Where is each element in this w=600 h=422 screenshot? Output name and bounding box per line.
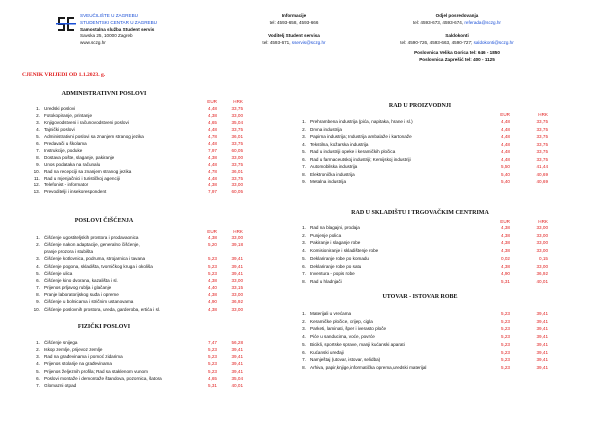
eur-price: 4,38: [208, 306, 217, 312]
row-number: 4.: [302, 334, 306, 340]
hrk-price: 60,05: [231, 147, 243, 153]
eur-price: 7,97: [208, 189, 217, 195]
eur-price: 4,38: [501, 263, 510, 269]
row-number: 2.: [36, 112, 40, 118]
job-description: Čišćenje nakon adaptacije, generalno čišćenje,: [44, 242, 140, 248]
job-description: Čišćenje kotlovnica, podruma, strojarnica i tavana: [44, 256, 146, 262]
hrk-price: 0,15: [539, 255, 548, 261]
job-description: Čišćenje u bolnicama i stričnim ustanovama: [44, 299, 134, 305]
odjel-phone: tel: 4593-673, 4593-674,: [413, 19, 465, 25]
eur-price: 4,38: [501, 248, 510, 254]
hrk-price: 33,75: [536, 119, 548, 124]
hrk-price: 33,00: [231, 182, 243, 188]
hrk-price: 39,41: [231, 347, 243, 353]
hrk-price: 33,75: [231, 106, 243, 111]
section-title: UTOVAR - ISTOVAR ROBE: [382, 294, 458, 300]
row-number: 1.: [36, 340, 40, 345]
hrk-price: 39,41: [536, 341, 548, 347]
hrk-price: 33,75: [536, 141, 548, 147]
eur-column-header: EUR: [500, 219, 510, 224]
row-number: 6.: [302, 349, 306, 355]
hrk-price: 33,00: [231, 292, 243, 298]
odjel-title: Odjel posredovanja: [435, 13, 479, 18]
hrk-price: 41,44: [536, 164, 548, 170]
job-description: Rad u industriji opeke i keramičkih pločica: [310, 149, 396, 155]
row-number: 2.: [302, 318, 306, 324]
row-number: 7.: [36, 382, 40, 388]
job-description: Rad u mjenjačnici i turističkoj agenciji: [44, 175, 120, 181]
eur-price: 5,23: [208, 270, 217, 276]
hrk-price: 33,00: [231, 112, 243, 118]
row-number: 4.: [36, 126, 40, 132]
row-number: 3.: [302, 240, 306, 246]
eur-column-header: EUR: [207, 99, 217, 104]
hrk-price: 40,01: [231, 382, 243, 388]
hrk-price: 33,75: [231, 175, 243, 181]
hrk-price: 35,04: [231, 119, 243, 125]
row-number: 4.: [36, 361, 40, 367]
hrk-price: 36,01: [231, 133, 243, 139]
eur-price: 5,23: [208, 347, 217, 353]
job-description: Prijenos željeznih profila; Rad sa staklenom vunom: [44, 368, 148, 374]
eur-price: 4,48: [208, 175, 217, 181]
job-description: Čišćenje ugostiteljskih prostora i prodavaonica: [44, 235, 139, 240]
eur-price: 5,23: [501, 357, 510, 363]
hrk-price: 36,01: [231, 168, 243, 174]
branch-zapresic: Poslovnica Zaprešić tel: 400 - 1125: [419, 56, 495, 62]
row-number: 7.: [302, 271, 306, 277]
row-number: 3.: [302, 326, 306, 332]
hrk-price: 36,92: [536, 271, 548, 277]
price-list-date: CJENIK VRIJEDI OD 1.1.2023. g.: [22, 72, 106, 78]
hrk-column-header: HRK: [538, 219, 548, 224]
job-description: Telefonist - informator: [44, 182, 89, 188]
row-number: 6.: [36, 277, 40, 283]
row-number: 5.: [36, 368, 40, 374]
hrk-column-header: HRK: [538, 112, 548, 117]
row-number: 4.: [302, 248, 306, 254]
row-number: 9.: [36, 299, 40, 305]
job-description: Prehrambena industrija (pića, napitaka, hrane i sl.): [310, 119, 413, 124]
eur-price: 4,90: [501, 271, 510, 277]
hrk-price: 40,01: [536, 278, 548, 284]
row-number: 13.: [33, 189, 40, 195]
hrk-price: 60,05: [231, 189, 243, 195]
eur-price: 0,02: [501, 255, 510, 261]
row-number: 6.: [302, 263, 306, 269]
row-number: 1.: [302, 311, 306, 316]
saldo-phone: tel: 4590-726, 4593-663, 4590-727;: [400, 40, 474, 46]
eur-price: 5,31: [501, 278, 510, 284]
hrk-price: 33,75: [536, 134, 548, 140]
job-description: Kućanski uređaji: [310, 349, 344, 355]
job-description: Administrativni poslovi sa znanjem stranog jezika: [44, 133, 144, 139]
job-description: Tekstilna, kožarska industrija: [310, 141, 369, 147]
eur-price: 4,48: [208, 140, 217, 146]
eur-price: 4,48: [501, 134, 510, 140]
eur-price: 4,38: [501, 240, 510, 246]
hrk-price: 39,41: [536, 318, 548, 324]
university-name: SVEUČILIŠTE U ZAGREBU: [80, 13, 138, 18]
hrk-price: 39,41: [231, 263, 243, 269]
eur-price: 5,40: [501, 179, 510, 185]
hrk-price: 39,41: [231, 270, 243, 276]
job-description: Elektronička industrija: [310, 171, 355, 177]
row-number: 1.: [36, 106, 40, 111]
hrk-price: 40,69: [536, 179, 548, 185]
row-number: 1.: [36, 235, 40, 240]
eur-column-header: EUR: [207, 229, 217, 234]
hrk-price: 33,00: [536, 232, 548, 238]
organization-block: [80, 13, 157, 47]
eur-price: 4,38: [501, 225, 510, 230]
info-phone: tel: 4593-658, 4593-666: [269, 19, 319, 25]
job-description: Prijenos stolarije na građevinama: [44, 361, 112, 367]
head-email-link[interactable]: sservis@sczg.hr: [291, 40, 326, 46]
job-description: Čišćenje snijega: [44, 340, 78, 345]
hrk-price: 39,41: [231, 361, 243, 367]
row-number: 4.: [36, 263, 40, 269]
section-title: POSLOVI ČIŠĆENJA: [74, 218, 134, 224]
row-number: 8.: [302, 278, 306, 284]
eur-price: 5,23: [501, 318, 510, 324]
row-number: 3.: [302, 134, 306, 140]
hrk-price: 33,15: [231, 285, 243, 291]
eur-price: 4,78: [208, 133, 217, 139]
row-number: 10.: [33, 168, 40, 174]
row-number: 8.: [36, 292, 40, 298]
hrk-price: 33,00: [536, 240, 548, 246]
hrk-price: 39,41: [231, 256, 243, 262]
address: Savska 25, 10000 Zagreb: [80, 33, 133, 39]
job-description: Bicikli, sportske sprave, manji kućanski aparati: [310, 341, 405, 347]
row-number: 5.: [36, 133, 40, 139]
eur-price: 4,78: [208, 168, 217, 174]
section-title: RAD U SKLADIŠTU I TRGOVAČKIM CENTRIMA: [351, 210, 489, 216]
row-number: 7.: [36, 147, 40, 153]
eur-price: 4,48: [501, 156, 510, 162]
hrk-price: 39,41: [231, 368, 243, 374]
row-number: 10.: [33, 306, 40, 312]
eur-price: 5,23: [208, 263, 217, 269]
job-description: Iskop zemlje, prijevoz zemlje: [44, 347, 103, 353]
row-number: 12.: [33, 182, 40, 188]
row-number: 8.: [36, 154, 40, 160]
branch-velika-gorica: Poslovnica Velika Gorica tel: 646 - 1850: [414, 49, 500, 55]
job-description: Pakiranje i slaganje robe: [310, 240, 361, 246]
head-phone: tel: 4593-671,: [262, 40, 292, 46]
hrk-price: 39,41: [536, 311, 548, 316]
job-description: Instrukcije, poduke: [44, 147, 83, 153]
row-number: 9.: [36, 161, 40, 167]
row-number: 5.: [36, 270, 40, 276]
section-title: ADMINISTRATIVNI POSLOVI: [61, 91, 147, 97]
eur-price: 4,65: [208, 119, 217, 125]
eur-price: 5,31: [208, 382, 217, 388]
row-number: 11.: [33, 175, 40, 181]
eur-price: 4,38: [208, 154, 217, 160]
hrk-price: 33,75: [536, 156, 548, 162]
eur-price: 5,23: [501, 334, 510, 340]
eur-price: 5,23: [501, 349, 510, 355]
department-block: [382, 13, 532, 64]
eur-price: 5,23: [501, 364, 510, 370]
website: www.sczg.hr: [80, 40, 106, 46]
eur-price: 5,23: [208, 368, 217, 374]
job-description: Piće u sanducima, voće, povrće: [310, 334, 375, 340]
job-description: Glomazni otpad: [44, 382, 77, 388]
hrk-price: 39,41: [536, 364, 548, 370]
job-description: Čišćenje pogona, skladišta, tvorničkog kruga i okoliša: [44, 263, 153, 269]
row-number: 2.: [36, 242, 40, 248]
hrk-price: 39,41: [536, 326, 548, 332]
job-description: pranje prozora i stubišta: [44, 249, 94, 255]
eur-price: 5,23: [501, 311, 510, 316]
job-description: Deklariranje robe po komadu: [310, 255, 369, 261]
job-description: Prijenos prljavog rublja i glačanje: [44, 285, 112, 291]
job-description: Dostava pošte, slaganje, pakiranje: [44, 154, 115, 160]
job-description: Keramičke pločice, crijep, cigla: [310, 318, 373, 324]
hrk-price: 33,00: [231, 277, 243, 283]
section-title: FIZIČKI POSLOVI: [77, 324, 131, 330]
row-number: 7.: [302, 357, 306, 363]
eur-price: 5,23: [208, 256, 217, 262]
job-description: Rad na recepciji sa znanjem stranog jezika: [44, 168, 132, 174]
hrk-price: 33,75: [536, 126, 548, 132]
job-description: Uredski poslovi: [44, 106, 76, 111]
eur-price: 4,38: [208, 277, 217, 283]
eur-price: 5,23: [501, 326, 510, 332]
hrk-price: 33,00: [536, 263, 548, 269]
row-number: 3.: [36, 354, 40, 360]
service-name: Samostalna služba Student servis: [80, 26, 155, 32]
job-description: Parketi, laminati, šper i iverasto pločе: [310, 326, 387, 332]
eur-price: 4,38: [208, 235, 217, 240]
eur-price: 5,23: [501, 341, 510, 347]
hrk-price: 33,00: [536, 248, 548, 254]
row-number: 5.: [302, 341, 306, 347]
job-description: Papirna industrija; Industrija ambalaže i kartonaže: [310, 134, 412, 140]
hrk-price: 33,00: [231, 235, 243, 240]
job-description: Pranje laboratorijskog suđa i opreme: [44, 292, 119, 298]
job-description: Komisioniranje i skladištenje robe: [310, 248, 379, 254]
eur-price: 5,23: [208, 354, 217, 360]
job-description: Čišćenje kino dvorana, kazališta i sl.: [44, 277, 118, 283]
row-number: 8.: [302, 171, 306, 177]
row-number: 3.: [36, 119, 40, 125]
hrk-price: 35,04: [231, 375, 243, 381]
eur-price: 5,20: [208, 242, 217, 248]
eur-price: 4,48: [208, 106, 217, 111]
job-description: Deklariranje robe po satu: [310, 263, 362, 269]
eur-price: 4,38: [208, 182, 217, 188]
hrk-price: 39,41: [536, 334, 548, 340]
center-name: STUDENTSKI CENTAR U ZAGREBU: [80, 19, 157, 25]
row-number: 7.: [302, 164, 306, 170]
job-description: Rad u hladnjači: [310, 278, 342, 284]
job-description: Namještaj (utovar, istovar, selidba): [310, 357, 381, 363]
saldo-title: Saldokonti: [445, 33, 469, 39]
job-description: Unos podataka na računalu: [44, 161, 101, 167]
eur-price: 4,48: [501, 141, 510, 147]
job-description: Drvna industrija: [310, 126, 342, 132]
eur-price: 4,48: [501, 149, 510, 155]
job-description: Poslovi montaže i demontaže štandova, pozornica, šatora: [44, 375, 162, 381]
hrk-price: 33,75: [536, 149, 548, 155]
job-description: Rad na blagajni, prodaja: [310, 225, 360, 230]
section-title: RAD U PROIZVODNJI: [388, 103, 452, 109]
hrk-price: 56,28: [231, 340, 243, 345]
row-number: 7.: [36, 285, 40, 291]
row-number: 8.: [302, 364, 306, 370]
hrk-price: 33,75: [231, 161, 243, 167]
eur-price: 7,97: [208, 147, 217, 153]
job-description: Rad na građevinama i pomoć zidarima: [44, 354, 123, 360]
row-number: 6.: [36, 140, 40, 146]
job-description: Automobilska industrija: [310, 164, 358, 170]
eur-price: 5,50: [501, 164, 510, 170]
eur-price: 4,90: [208, 299, 217, 305]
eur-price: 4,38: [208, 292, 217, 298]
head-title: Voditelj Student servisa: [268, 33, 320, 39]
info-block: [239, 13, 349, 47]
job-description: Rad u farmaceutskoj industriji; Kemijskoj industriji: [310, 156, 411, 162]
hrk-price: 39,41: [536, 357, 548, 363]
hrk-price: 39,41: [536, 349, 548, 355]
job-description: Inventura - popis robe: [310, 271, 355, 277]
row-number: 6.: [36, 375, 40, 381]
info-title: Informacije: [281, 13, 307, 18]
job-description: Predavači u školama: [44, 140, 87, 146]
eur-price: 4,65: [208, 375, 217, 381]
job-description: Punjenje polica: [310, 232, 342, 238]
job-description: Čišćenje ulica: [44, 270, 73, 276]
row-number: 2.: [36, 347, 40, 353]
row-number: 1.: [302, 119, 306, 124]
eur-price: 5,40: [501, 171, 510, 177]
job-description: Knjigovodstveni i računovodstveni poslovi: [44, 119, 129, 125]
job-description: Čišćenje poslovnih prostora, ureda, garderoba, ertića i sl.: [44, 306, 161, 312]
job-description: Fotokopiranje, printanje: [44, 112, 93, 118]
eur-price: 7,47: [208, 340, 217, 345]
hrk-price: 33,75: [231, 126, 243, 132]
hrk-column-header: HRK: [233, 229, 243, 234]
eur-price: 4,48: [501, 126, 510, 132]
eur-price: 4,48: [501, 119, 510, 124]
eur-price: 4,38: [208, 112, 217, 118]
row-number: 2.: [302, 126, 306, 132]
row-number: 2.: [302, 232, 306, 238]
row-number: 4.: [302, 141, 306, 147]
hrk-price: 33,00: [231, 306, 243, 312]
row-number: 6.: [302, 156, 306, 162]
scu-logo-icon: [56, 14, 76, 34]
odjel-email-link[interactable]: referada@sczg.hr: [464, 19, 501, 25]
hrk-price: 33,00: [536, 225, 548, 230]
job-description: Prevoditelji i insekorespondent: [44, 189, 107, 195]
row-number: 9.: [302, 179, 306, 185]
eur-price: 5,23: [208, 361, 217, 367]
row-number: 5.: [302, 255, 306, 261]
hrk-price: 39,18: [231, 242, 243, 248]
job-description: Tajnički poslovi: [44, 126, 75, 132]
eur-price: 4,48: [208, 161, 217, 167]
hrk-price: 39,41: [231, 354, 243, 360]
hrk-price: 33,75: [231, 140, 243, 146]
row-number: 1.: [302, 225, 306, 230]
hrk-price: 40,69: [536, 171, 548, 177]
job-description: Arhiva, papir,knjige,informatička oprema,uredski materijal: [310, 364, 427, 370]
hrk-column-header: HRK: [233, 99, 243, 104]
row-number: 3.: [36, 256, 40, 262]
job-description: Metalna industrija: [310, 179, 347, 185]
hrk-price: 33,00: [231, 154, 243, 160]
saldo-email-link[interactable]: saldokonti@sczg.hr: [473, 40, 514, 46]
eur-price: 4,48: [208, 126, 217, 132]
eur-price: 4,38: [501, 232, 510, 238]
eur-price: 4,40: [208, 285, 217, 291]
job-description: Materijali u vrećama: [310, 311, 352, 316]
row-number: 5.: [302, 149, 306, 155]
hrk-price: 36,92: [231, 299, 243, 305]
eur-column-header: EUR: [500, 112, 510, 117]
